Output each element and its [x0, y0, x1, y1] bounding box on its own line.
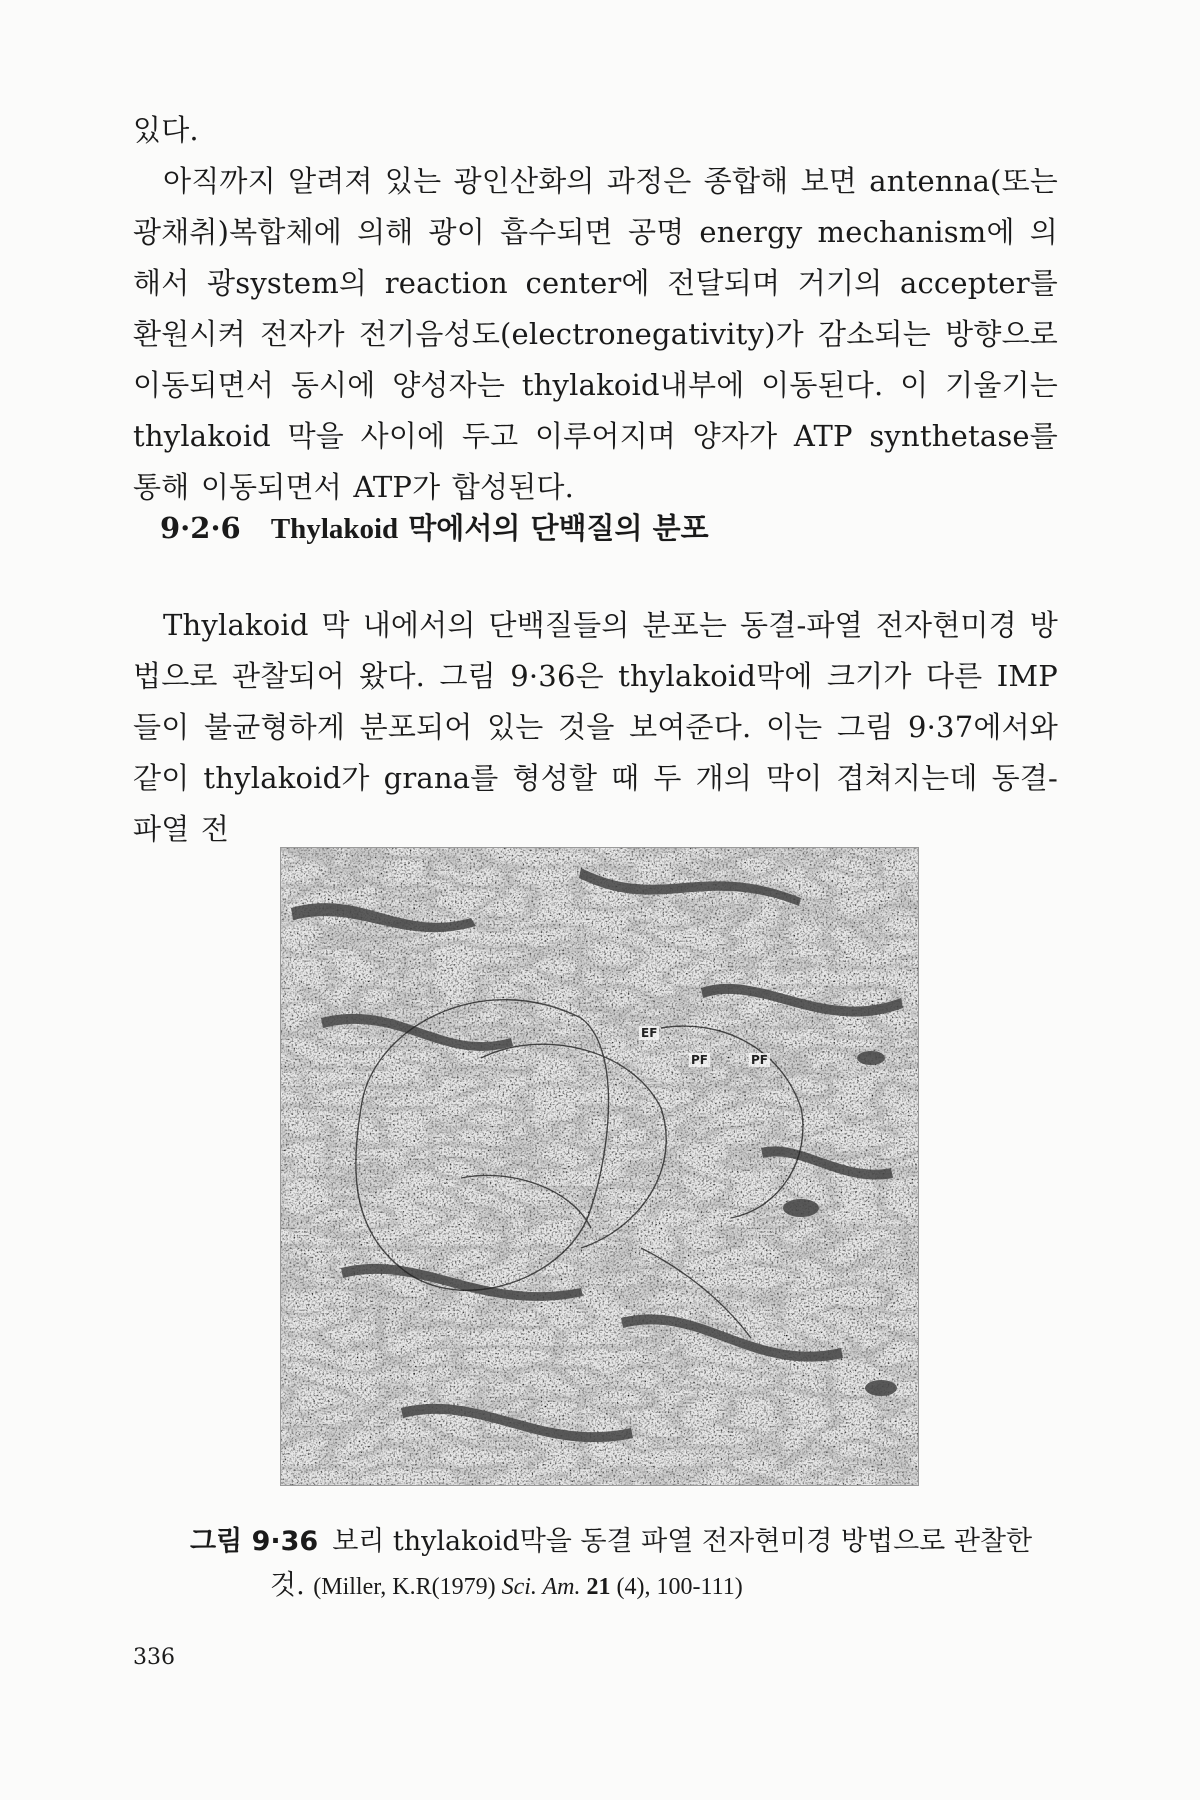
citation-volume: 21	[586, 1574, 611, 1600]
page-number: 336	[133, 1645, 175, 1670]
figure-label-pf-second: PF	[751, 1053, 768, 1067]
caption-text-line-1: 보리 thylakoid막을 동결 파열 전자현미경 방법으로 관찰한	[332, 1526, 1033, 1557]
citation-author: (Miller, K.R(1979)	[313, 1574, 496, 1600]
text-block-lower	[133, 600, 1058, 855]
citation-pages: (4), 100-111)	[616, 1574, 743, 1600]
figure-label-ef: EF	[641, 1026, 658, 1040]
freeze-fracture-micrograph	[280, 847, 919, 1486]
caption-label: 그림 9·36	[190, 1526, 319, 1557]
figure-label-pf: PF	[691, 1053, 708, 1067]
paragraph-continuation: 있다.	[133, 113, 199, 147]
section-title-en: Thylakoid	[270, 513, 399, 545]
caption-citation	[313, 1574, 742, 1600]
paragraph-photophosphorylation: 아직까지 알려져 있는 광인산화의 과정은 종합해 보면 antenna(또는 광채취)복합체에 의해 광이 흡수되면 공명 energy mechanism에 의해서 광system의 reaction center에 전달되며 거기의 accepter를 환원시켜 전자가 전기음성도(electronegativity)가 감소되는 방향으로 이동되면서 동시에 양성자는 thylakoid내부에 이동된다. 이 기울기는 thylakoid 막을 사이에 두고 이루어지며 양자가 ATP synthetase를 통해 이동되면서 ATP가 합성된다.	[133, 164, 1058, 504]
section-title-ko: 막에서의 단백질의 분포	[408, 511, 709, 545]
paragraph-protein-distribution: Thylakoid 막 내에서의 단백질들의 분포는 동결-파열 전자현미경 방법으로 관찰되어 왔다. 그림 9·36은 thylakoid막에 크기가 다른 IMP들이 불균형하게 분포되어 있는 것을 보여준다. 이는 그림 9·37에서와 같이 thylakoid가 grana를 형성할 때 두 개의 막이 겹쳐지는데 동결-파열 전	[133, 608, 1058, 846]
figure-caption	[190, 1520, 1050, 1609]
text-block-upper	[133, 105, 1058, 513]
citation-journal: Sci. Am.	[501, 1574, 581, 1600]
section-heading	[160, 508, 709, 549]
caption-text-line-2: 것.	[270, 1570, 305, 1601]
micrograph-image	[281, 848, 918, 1485]
caption-line-2	[190, 1564, 1050, 1609]
section-number: 9·2·6	[160, 511, 241, 545]
